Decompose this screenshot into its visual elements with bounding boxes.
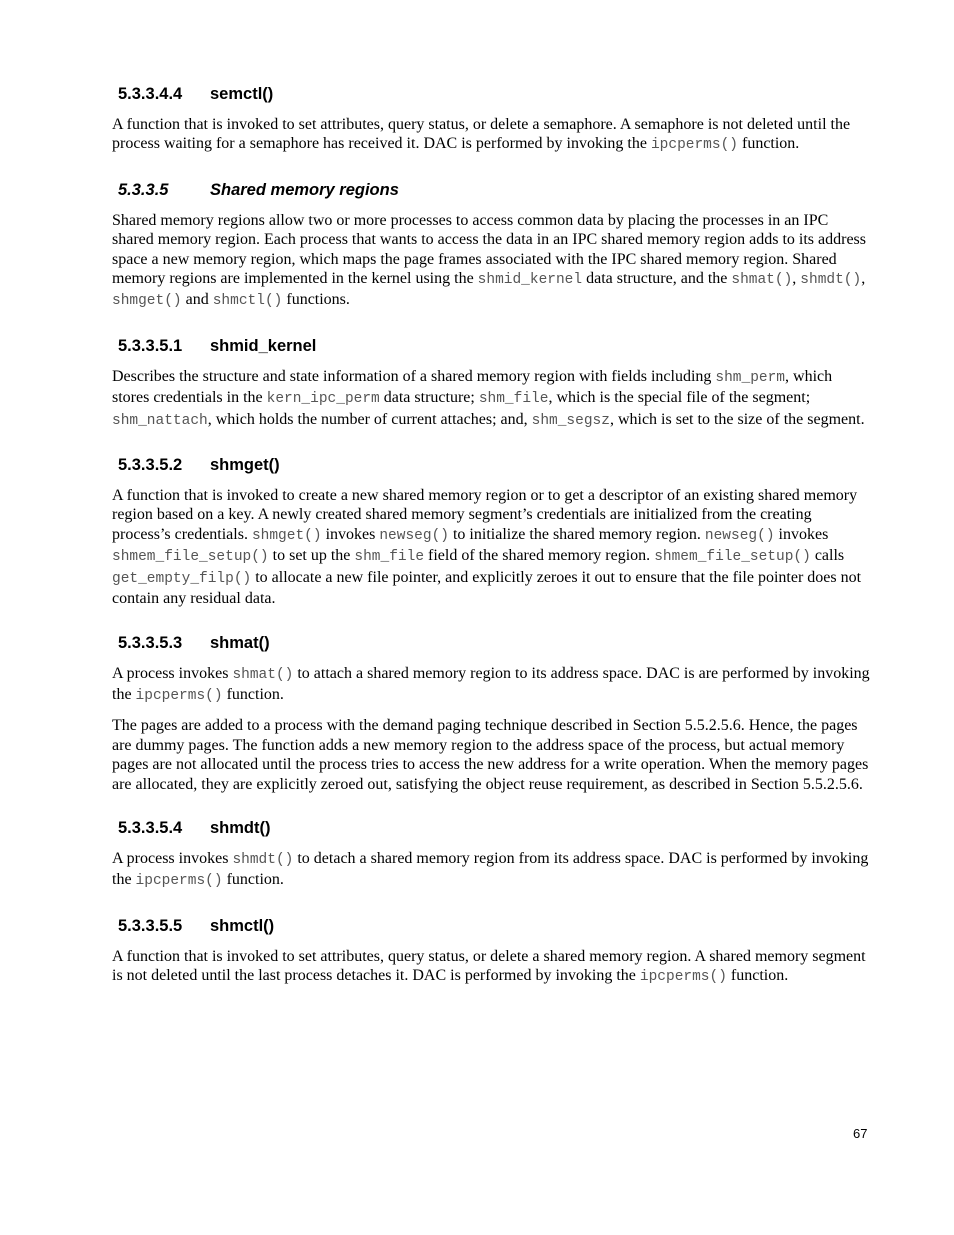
section-number: 5.3.3.5.1 bbox=[118, 336, 183, 355]
section bbox=[112, 633, 872, 794]
text-run: A function that is invoked to set attributes, query status, or delete a semaphore. A semaphore is not deleted until the process waiting for a semaphore has received it. DAC is performed by invoking the bbox=[112, 116, 851, 153]
code-identifier: ipcperms() bbox=[639, 969, 727, 986]
paragraph bbox=[112, 367, 872, 431]
text-run: functions. bbox=[282, 291, 350, 309]
code-identifier: shm_segsz bbox=[531, 412, 610, 429]
code-identifier: shmdt() bbox=[800, 272, 862, 289]
text-run: Shared memory regions allow two or more processes to access common data by placing the processes in an IPC shared memory region. Each process that wants to access the data in an IPC shared memory region adds to its address space a new memory region, which maps the page frames associated with the IPC shared memory region. Shared memory regions are implemented in the kernel using the bbox=[112, 211, 867, 288]
code-identifier: get_empty_filp() bbox=[112, 570, 252, 587]
text-run: invokes bbox=[321, 525, 380, 543]
section-title: Shared memory regions bbox=[210, 180, 399, 199]
text-run: A function that is invoked to set attributes, query status, or delete a shared memory region. A shared memory segment is not deleted until the last process detaches it. DAC is performed by invoking the bbox=[112, 947, 866, 985]
section bbox=[112, 84, 872, 156]
paragraph bbox=[112, 849, 872, 892]
text-run: , which is set to the size of the segment. bbox=[609, 410, 865, 428]
section-title: shmid_kernel bbox=[210, 336, 317, 355]
code-identifier: ipcperms() bbox=[135, 687, 223, 704]
paragraph bbox=[112, 664, 872, 707]
text-run: Describes the structure and state information of a shared memory region with fields including bbox=[112, 367, 716, 385]
section-number: 5.3.3.4.4 bbox=[118, 85, 183, 103]
code-identifier: ipcperms() bbox=[135, 873, 223, 890]
section-heading bbox=[118, 336, 872, 356]
code-identifier: shmget() bbox=[251, 527, 322, 544]
section-heading bbox=[118, 633, 872, 653]
text-run: , which stores credentials in the bbox=[112, 367, 833, 407]
section bbox=[112, 818, 872, 892]
document-body bbox=[112, 84, 872, 1012]
paragraph bbox=[112, 211, 872, 312]
section-title: shmat() bbox=[210, 633, 270, 652]
code-identifier: newseg() bbox=[704, 527, 775, 544]
code-identifier: shmem_file_setup() bbox=[112, 549, 269, 566]
text-run: to attach a shared memory region to its address space. DAC is are performed by invoking the bbox=[112, 664, 870, 703]
section-number: 5.3.3.5 bbox=[118, 180, 169, 199]
section-number: 5.3.3.5.3 bbox=[118, 633, 183, 652]
text-run: function. bbox=[737, 135, 800, 153]
code-identifier: ipcperms() bbox=[650, 137, 738, 154]
code-identifier: shmem_file_setup() bbox=[654, 549, 811, 566]
code-identifier: shmat() bbox=[731, 272, 793, 289]
section-heading bbox=[118, 818, 872, 838]
text-run: A process invokes bbox=[112, 849, 233, 867]
section bbox=[112, 455, 872, 608]
code-identifier: shm_perm bbox=[715, 369, 786, 386]
code-identifier: shmctl() bbox=[212, 293, 283, 310]
paragraph bbox=[112, 716, 872, 794]
code-identifier: shm_file bbox=[478, 391, 549, 408]
section-heading bbox=[118, 180, 872, 200]
code-identifier: shmid_kernel bbox=[477, 272, 583, 289]
section-title: semctl() bbox=[210, 85, 274, 103]
text-run: invokes bbox=[774, 525, 829, 543]
section-title: shmctl() bbox=[210, 916, 275, 935]
text-run: field of the shared memory region. bbox=[424, 547, 655, 565]
section-number: 5.3.3.5.4 bbox=[118, 818, 183, 837]
section-heading bbox=[118, 455, 872, 475]
section-title: shmdt() bbox=[210, 818, 271, 837]
paragraph bbox=[112, 486, 872, 608]
section-title: shmget() bbox=[210, 456, 280, 475]
section bbox=[112, 916, 872, 988]
text-run: A function that is invoked to create a new shared memory region or to get a descriptor of an existing shared memory region based on a key. A newly created shared memory segment’s credentials are initialized from the creating process’s credentials. bbox=[112, 487, 858, 543]
text-run: to initialize the shared memory region. bbox=[448, 525, 705, 543]
text-run: The pages are added to a process with the demand paging technique described in Section 5.5.2.5.6. Hence, the pages are dummy pages. The function adds a new memory region to the address space of the process, but actual memory pages are not allocated until the process tries to access the new address for a write operation. When the memory pages are allocated, they are explicitly zeroed out, satisfying the object reuse requirement, as described in Section 5.5.2.5.6. bbox=[112, 717, 869, 793]
code-identifier: kern_ipc_perm bbox=[266, 391, 380, 408]
text-run: and bbox=[181, 291, 213, 309]
section bbox=[112, 180, 872, 312]
text-run: function. bbox=[222, 871, 284, 889]
code-identifier: shmdt() bbox=[232, 851, 294, 868]
text-run: data structure; bbox=[379, 389, 479, 407]
code-identifier: shmget() bbox=[112, 293, 182, 310]
section bbox=[112, 336, 872, 431]
paragraph bbox=[112, 115, 872, 156]
text-run: to set up the bbox=[268, 547, 355, 565]
text-run: to detach a shared memory region from its address space. DAC is performed by invoking the bbox=[112, 849, 869, 889]
text-run: function. bbox=[222, 685, 284, 703]
section-heading bbox=[118, 84, 872, 104]
page-number: 67 bbox=[853, 1126, 868, 1141]
text-run: to allocate a new file pointer, and explicitly zeroes it out to ensure that the file pointer does not contain any residual data. bbox=[112, 568, 862, 608]
code-identifier: shm_file bbox=[354, 549, 425, 566]
text-run: A process invokes bbox=[112, 664, 233, 682]
text-run: , bbox=[861, 270, 866, 288]
text-run: , which is the special file of the segment; bbox=[548, 389, 811, 407]
section-number: 5.3.3.5.5 bbox=[118, 916, 183, 935]
text-run: data structure, and the bbox=[582, 270, 732, 288]
section-number: 5.3.3.5.2 bbox=[118, 456, 183, 475]
code-identifier: shmat() bbox=[232, 666, 294, 683]
text-run: , bbox=[792, 270, 801, 288]
code-identifier: shm_nattach bbox=[112, 412, 208, 429]
paragraph bbox=[112, 947, 872, 988]
text-run: function. bbox=[726, 967, 789, 985]
text-run: calls bbox=[810, 547, 845, 565]
text-run: , which holds the number of current attaches; and, bbox=[207, 410, 532, 428]
section-heading bbox=[118, 916, 872, 936]
code-identifier: newseg() bbox=[379, 527, 449, 544]
